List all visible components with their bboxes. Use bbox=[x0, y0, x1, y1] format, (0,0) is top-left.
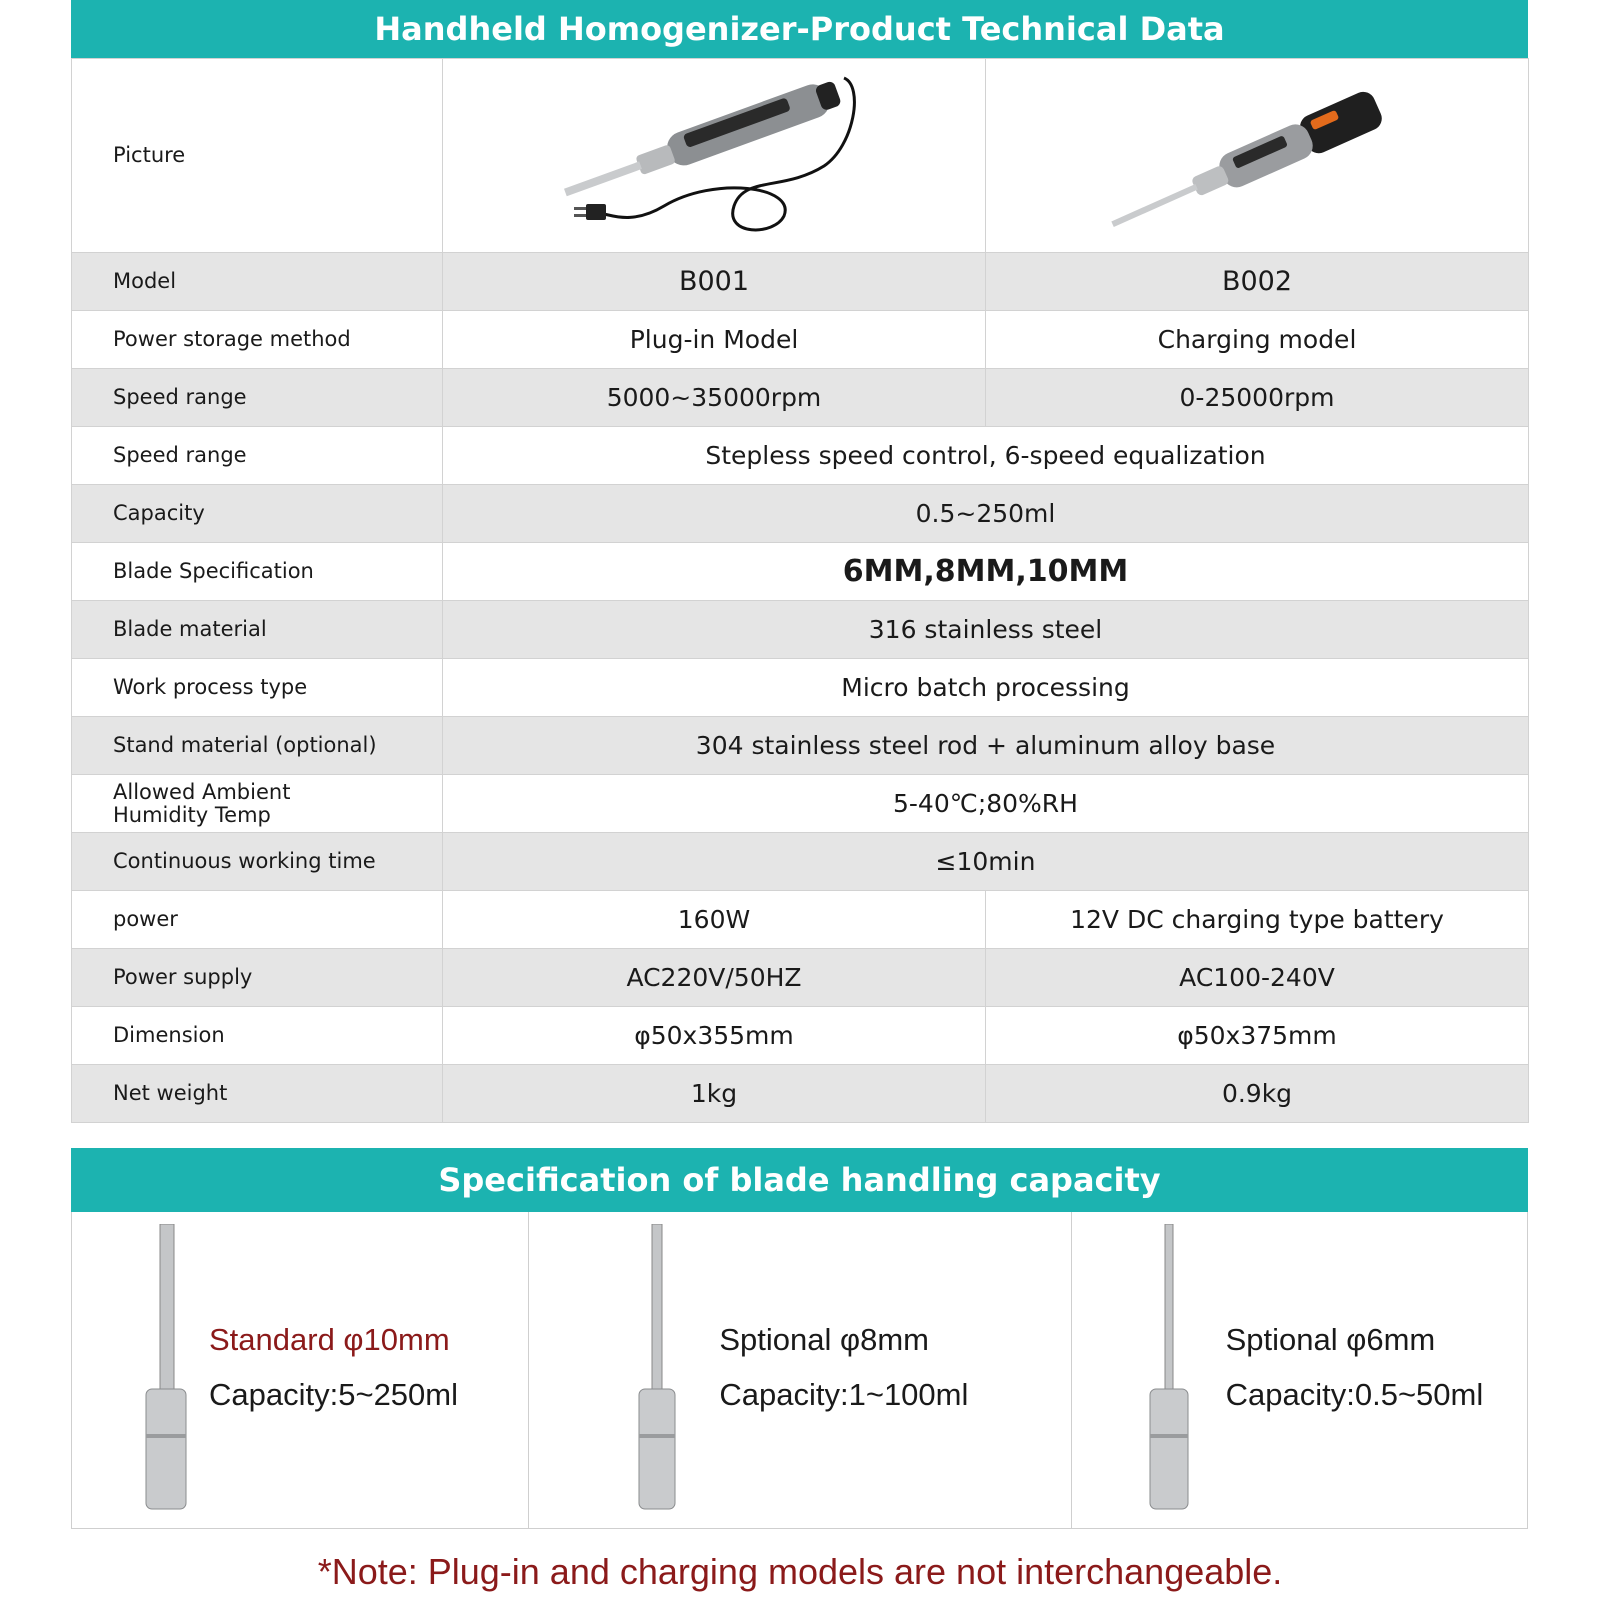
spec-table bbox=[71, 58, 1529, 1123]
blade-capacity: Capacity:1~100ml bbox=[719, 1377, 969, 1412]
b002-value: 12V DC charging type battery bbox=[986, 891, 1529, 949]
b002-picture bbox=[986, 59, 1529, 253]
spec-row bbox=[72, 775, 1529, 833]
blade-6mm-image bbox=[1138, 1224, 1198, 1514]
b001-value: AC220V/50HZ bbox=[443, 949, 986, 1007]
blade-text bbox=[1226, 1312, 1484, 1422]
blade-cell bbox=[528, 1212, 1070, 1528]
shared-value: 304 stainless steel rod + aluminum alloy base bbox=[443, 717, 1529, 775]
row-label-line: Allowed Ambient bbox=[113, 779, 291, 804]
row-label: Speed range bbox=[72, 427, 443, 485]
spec-row bbox=[72, 601, 1529, 659]
b001-picture bbox=[443, 59, 986, 253]
row-label: Dimension bbox=[72, 1007, 443, 1065]
plug-in-homogenizer-image bbox=[534, 66, 894, 246]
blade-text bbox=[719, 1312, 968, 1422]
blade-name: Sptional φ8mm bbox=[719, 1322, 930, 1357]
shared-value: 0.5~250ml bbox=[443, 485, 1529, 543]
row-label bbox=[72, 775, 443, 833]
b001-value: B001 bbox=[443, 253, 986, 311]
blade-8mm-image bbox=[627, 1224, 687, 1514]
b002-value: φ50x375mm bbox=[986, 1007, 1529, 1065]
row-label: power bbox=[72, 891, 443, 949]
b001-value: φ50x355mm bbox=[443, 1007, 986, 1065]
blade-name: Standard φ10mm bbox=[209, 1322, 450, 1357]
row-label: Work process type bbox=[72, 659, 443, 717]
spec-row bbox=[72, 311, 1529, 369]
row-label: Capacity bbox=[72, 485, 443, 543]
shared-value: ≤10min bbox=[443, 833, 1529, 891]
b001-value: 5000~35000rpm bbox=[443, 369, 986, 427]
shared-value: Micro batch processing bbox=[443, 659, 1529, 717]
spec-row bbox=[72, 543, 1529, 601]
b001-value: Plug-in Model bbox=[443, 311, 986, 369]
blade-cell bbox=[72, 1212, 528, 1528]
b002-value: B002 bbox=[986, 253, 1529, 311]
row-label: Blade material bbox=[72, 601, 443, 659]
blade-panel bbox=[71, 1212, 1528, 1529]
interchangeability-note: *Note: Plug-in and charging models are not interchangeable. bbox=[317, 1551, 1283, 1592]
b002-value: AC100-240V bbox=[986, 949, 1529, 1007]
blade-capacity-title: Specification of blade handling capacity bbox=[71, 1148, 1528, 1212]
spec-row bbox=[72, 659, 1529, 717]
shared-value: 6MM,8MM,10MM bbox=[443, 543, 1529, 601]
spec-row bbox=[72, 949, 1529, 1007]
blade-capacity: Capacity:5~250ml bbox=[209, 1377, 458, 1412]
blade-capacity: Capacity:0.5~50ml bbox=[1225, 1377, 1484, 1412]
spec-row bbox=[72, 485, 1529, 543]
b002-value: Charging model bbox=[986, 311, 1529, 369]
b001-value: 1kg bbox=[443, 1065, 986, 1123]
spec-row bbox=[72, 833, 1529, 891]
b001-value: 160W bbox=[443, 891, 986, 949]
spec-row bbox=[72, 1065, 1529, 1123]
row-label: Stand material (optional) bbox=[72, 717, 443, 775]
spec-row bbox=[72, 427, 1529, 485]
shared-value: 316 stainless steel bbox=[443, 601, 1529, 659]
picture-row bbox=[72, 59, 1529, 253]
blade-text bbox=[209, 1312, 458, 1422]
row-label: Model bbox=[72, 253, 443, 311]
technical-data-title: Handheld Homogenizer-Product Technical Data bbox=[71, 0, 1528, 58]
shared-value: 5-40℃;80%RH bbox=[443, 775, 1529, 833]
b002-value: 0.9kg bbox=[986, 1065, 1529, 1123]
spec-row bbox=[72, 717, 1529, 775]
blade-name: Sptional φ6mm bbox=[1225, 1322, 1436, 1357]
spec-row bbox=[72, 1007, 1529, 1065]
b002-value: 0-25000rpm bbox=[986, 369, 1529, 427]
spec-row bbox=[72, 891, 1529, 949]
row-label: Power supply bbox=[72, 949, 443, 1007]
row-label-line: Humidity Temp bbox=[113, 802, 271, 827]
spec-row bbox=[72, 369, 1529, 427]
blade-cell bbox=[1071, 1212, 1527, 1528]
shared-value: Stepless speed control, 6-speed equalization bbox=[443, 427, 1529, 485]
spec-row-model bbox=[72, 253, 1529, 311]
row-label: Power storage method bbox=[72, 311, 443, 369]
charging-homogenizer-image bbox=[1087, 71, 1427, 241]
row-label: Picture bbox=[72, 59, 443, 253]
blade-10mm-image bbox=[136, 1224, 196, 1514]
row-label: Speed range bbox=[72, 369, 443, 427]
row-label: Continuous working time bbox=[72, 833, 443, 891]
row-label: Net weight bbox=[72, 1065, 443, 1123]
row-label: Blade Specification bbox=[72, 543, 443, 601]
